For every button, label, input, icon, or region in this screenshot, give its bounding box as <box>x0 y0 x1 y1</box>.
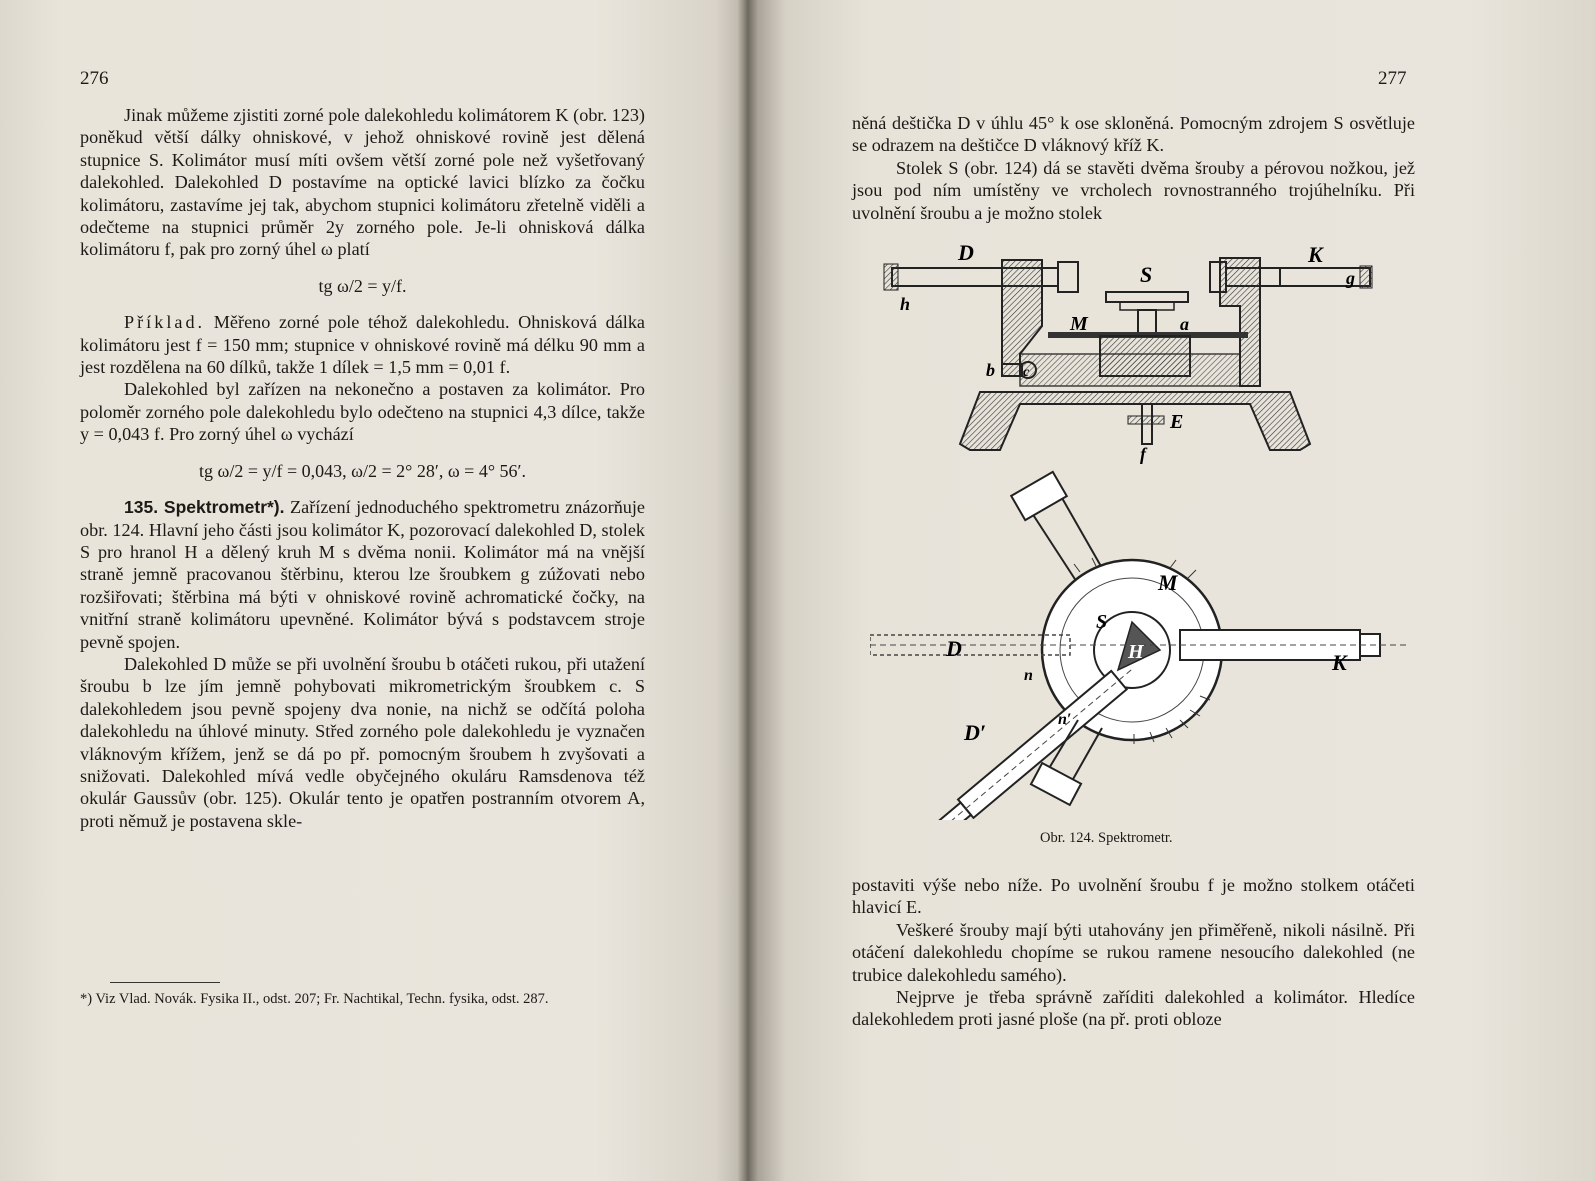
figure-caption: Obr. 124. Spektrometr. <box>1040 830 1173 846</box>
right-para-2: Stolek S (obr. 124) dá se stavěti dvěma šrouby a pérovou nožkou, jež jsou pod ním umístěny ve vrcholech rovnostranného trojúhelníku. Při uvolnění šroubu a je možno stolek <box>852 157 1415 223</box>
left-para-1: Jinak můžeme zjistiti zorné pole dalekohledu kolimátorem K (obr. 123) poněkud větší dálky ohniskové, v jehož ohniskové rovině jest dělená stupnice S. Kolimátor musí míti ovšem větší zorné pole než vyšetřovaný dalekohled. Dalekohled D postavíme na optické lavici blízko za čočku kolimátoru, zastavíme jej tak, abychom stupnici kolimátoru zřetelně viděli a odečteme na stupnici průměr 2y zorného pole. Je-li ohnisková dálka kolimátoru f, pak pro zorný úhel ω platí <box>80 105 645 260</box>
plan-label-K: K <box>1332 650 1347 675</box>
example-paragraph <box>80 311 645 378</box>
plan-label-H: H <box>1128 641 1144 663</box>
equation-2: tg ω/2 = y/f = 0,043, ω/2 = 2° 28′, ω = 4° 56′. <box>199 460 526 481</box>
plan-label-n-prime: n′ <box>1058 711 1072 728</box>
footnote: *) Viz Vlad. Novák. Fysika II., odst. 207; Fr. Nachtikal, Techn. fysika, odst. 287. <box>80 991 549 1007</box>
figure-label-M: M <box>1070 313 1088 335</box>
right-page-text-bottom <box>852 874 1415 1031</box>
spectrometer-plan-view-figure <box>870 470 1410 820</box>
page-number-right: 277 <box>1378 68 1407 89</box>
figure-label-S: S <box>1140 262 1153 287</box>
figure-label-a: a <box>1180 314 1189 334</box>
right-para-3: postaviti výše nebo níže. Po uvolnění šroubu f je možno stolkem otáčeti hlavicí E. <box>852 875 1415 918</box>
footnote-divider <box>110 982 220 983</box>
page-number-left: 276 <box>80 68 109 89</box>
spectrometer-side-view-figure <box>870 236 1390 466</box>
right-para-1: něná deštička D v úhlu 45° k ose skloněná. Pomocným zdrojem S osvětluje se odrazem na deštičce D vláknový kříž K. <box>852 113 1415 156</box>
section-paragraph <box>80 496 645 653</box>
figure-label-K: K <box>1308 242 1323 267</box>
figure-label-c: c <box>1023 365 1030 380</box>
section-text: Zařízení jednoduchého spektrometru znázorňuje obr. 124. Hlavní jeho části jsou kolimátor K, pozorovací dalekohled D, stolek S pro hranol H a dělený kruh M s dvěma nonii. Kolimátor má na vnější straně jemně pracovanou štěrbinu, kterou lze šroubkem g zúžovati nebo rozšiřovati; štěrbina má býti v ohniskové rovině achromatické čočky, na vnitřní straně kolimátoru upevněné. Kolimátor bývá s podstavcem stroje pevně spojen. <box>80 497 646 652</box>
equation-1: tg ω/2 = y/f. <box>318 275 407 296</box>
right-page-text-top <box>852 112 1415 224</box>
plan-label-M: M <box>1158 570 1178 595</box>
book-gutter <box>738 0 758 1181</box>
plan-label-D-prime: D′ <box>964 720 987 745</box>
figure-label-E: E <box>1170 411 1184 433</box>
left-page-text <box>80 104 645 832</box>
figure-label-D: D <box>958 240 974 265</box>
right-para-4: Veškeré šrouby mají býti utahovány jen přiměřeně, nikoli násilně. Při otáčení dalekohledu chopíme se rukou ramene nesoucího dalekohled (ne trubice dalekohledu samého). <box>852 919 1415 985</box>
section-title: 135. Spektrometr*). <box>124 497 285 518</box>
left-para-3: Dalekohled byl zařízen na nekonečno a postaven za kolimátor. Pro poloměr zorného pole dalekohledu bylo odečteno na stupnici 4,3 dílce, takže y = 0,043 f. Pro zorný úhel ω vychází <box>80 379 645 445</box>
figure-label-h: h <box>900 294 911 314</box>
plan-label-S: S <box>1096 611 1108 633</box>
left-para-5: Dalekohled D může se při uvolnění šroubu b otáčeti rukou, při utažení šroubu b lze jím jemně pohybovati mikrometrickým šroubkem c. S dalekohledem jsou pevně spojeny dva nonie, na nichž se odčítá poloha dalekohledu na úhlové minuty. Střed zorného pole dalekohledu je vyznačen vláknovým křížem, jenž se dá po př. pomocným šroubem h zvyšovati a snižovati. Dalekohled mívá vedle obyčejného okuláru Ramsdenova též okulár Gaussův (obr. 125). Okulár tento je opatřen postranním otvorem A, proti němuž je postavena skle- <box>80 653 645 831</box>
figure-label-g: g <box>1346 268 1355 288</box>
figure-label-f: f <box>1140 444 1146 464</box>
plan-label-n: n <box>1024 667 1033 684</box>
plan-label-D: D <box>946 636 962 661</box>
example-text: Měřeno zorné pole téhož dalekohledu. Ohnisková dálka kolimátoru jest f = 150 mm; stupnice v ohniskové rovině má délku 90 mm a jest rozdělena na 60 dílků, takže 1 dílek = 1,5 mm = 0,01 f. <box>80 312 646 378</box>
example-label: Příklad. <box>124 312 206 333</box>
figure-label-b: b <box>986 360 995 380</box>
right-para-5: Nejprve je třeba správně zaříditi dalekohled a kolimátor. Hledíce dalekohledem proti jasné ploše (na př. proti obloze <box>852 987 1415 1030</box>
